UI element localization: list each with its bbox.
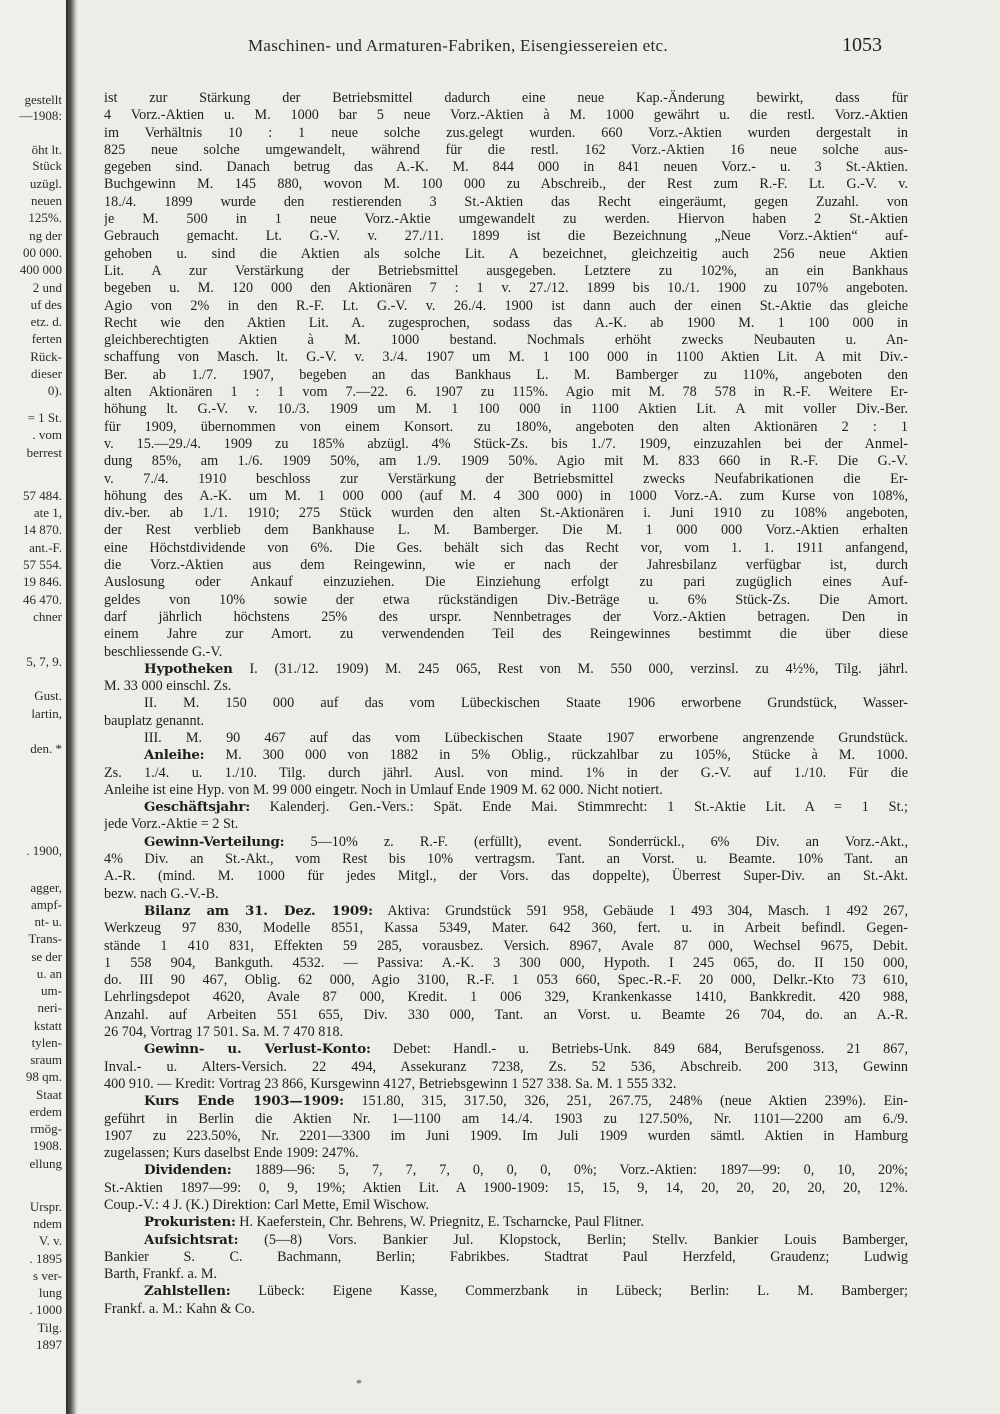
text-line [104,349,908,366]
section-line [104,1093,908,1110]
line-text: Anzahl. auf Arbeiten 551 655, Div. 330 000, Tant. an Vorst. u. Beamte 26 704, do. an A.-R. [104,1006,908,1023]
line-text: dung 85%, am 1./6. 1909 50%, am 1./9. 1909 50%. Agio mit M. 833 660 in R.-F. Die G.-V. [104,453,908,470]
section-heading: Prokuristen: [144,1214,236,1231]
text-line [104,1007,908,1024]
section-line [104,661,908,678]
margin-fragment: neri- [37,1000,62,1015]
section-line [104,799,908,816]
line-text: Gebrauch gemacht. Lt. G.-V. v. 27./11. 1899 ist die Bezeichnung „Neue Vorz.-Aktien“ auf- [104,228,908,245]
text-line [104,989,908,1006]
margin-fragment: ndem [33,1216,62,1231]
line-text: zugelassen; Kurs daselbst Ende 1909: 247%. [104,1145,359,1162]
line-text: (5—8) Vors. Bankier Jul. Klopstock, Berlin; Stellv. Bankier Louis Bamberger, [238,1231,908,1248]
margin-fragment: —1908: [19,108,62,123]
text-line [104,194,908,211]
text-line [104,246,908,263]
margin-fragment: ellung [29,1156,62,1171]
text-line [104,453,908,470]
line-text: H. Kaeferstein, Chr. Behrens, W. Priegnitz, E. Tscharncke, Paul Flitner. [235,1214,644,1231]
text-line [104,280,908,297]
text-line [104,609,908,626]
margin-fragment: ferten [31,331,62,346]
section-line [104,1162,908,1179]
text-line [104,713,908,730]
text-line [104,972,908,989]
line-text: geführt in Berlin die Aktien Nr. 1—1100 am 14./4. 1903 zu 127.50%, Nr. 1101—2200 am 6./9. [104,1110,908,1127]
line-text: 400 910. — Kredit: Vortrag 23 866, Kursgewinn 4127, Betriebsgewinn 1 527 338. Sa. M. 1 555 332. [104,1075,677,1092]
line-text: Ber. ab 1./7. 1907, begeben an das Bankhaus L. M. Bamberger zu 110%, angeboten den [104,366,908,383]
text-line [104,332,908,349]
section-line [104,1041,908,1058]
text-line [104,367,908,384]
text-line [104,695,908,712]
margin-fragment: 19 846. [23,574,62,589]
margin-fragment: 125%. [28,210,62,225]
line-text: eine Höchstdividende von 6%. Die Ges. behält sich das Recht vor, vom 1. 1. 1911 anfangend, [104,539,908,556]
section-line [104,1232,908,1249]
section-line [104,1283,908,1300]
line-text: geldes von 10% sowie der etwa rückständigen Div.-Beträge u. 6% Stück-Zs. Die Amort. [104,591,908,608]
line-text: je M. 500 in 1 neue Vorz.-Aktie umgewandelt zu werden. Hiervon haben 2 St.-Aktien [104,211,908,228]
margin-fragment: Gust. [34,688,62,703]
left-margin-previous-page [0,0,66,1414]
line-text: 26 704, Vortrag 17 501. Sa. M. 7 470 818. [104,1024,344,1041]
line-text: 825 neue solche umgewandelt, während für die restl. 162 Vorz.-Aktien 16 neue solche aus- [104,141,908,158]
line-text: darf jährlich höchstens 25% des urspr. Nennbetrages der Vorz.-Aktien betragen. Den in [104,608,908,625]
text-line [104,592,908,609]
margin-fragment: 46 470. [23,592,62,607]
line-text: v. 7./4. 1910 beschloss zur Verstärkung der Betriebsmittel zwecks Neufabrikationen die Er- [104,470,908,487]
margin-fragment: se der [31,949,62,964]
margin-fragment: den. * [30,741,62,756]
margin-fragment: lartin, [31,706,62,721]
line-text: 151.80, 315, 317.50, 326, 251, 267.75, 248% (neue Aktien 239%). Ein- [343,1093,908,1110]
text-line [104,644,908,661]
line-text: Debet: Handl.- u. Betriebs-Unk. 849 684, Berufsgenoss. 21 867, [370,1041,908,1058]
text-line [104,1024,908,1041]
margin-fragment: = 1 St. [27,410,62,425]
line-text: im Verhältnis 10 : 1 neue solche zus.gelegt wurden. 660 Vorz.-Aktien wurden dergestalt in [104,124,908,141]
text-line [104,851,908,868]
margin-fragment: 0). [47,383,62,398]
text-line [104,436,908,453]
margin-fragment: 98 qm. [25,1069,62,1084]
text-line [104,1266,908,1283]
section-heading: Gewinn-Verteilung: [144,833,285,850]
line-text: v. 15.—29./4. 1909 zu 185% abzügl. 4% Stück-Zs. bis 1./7. 1909, einzuzahlen bei der Anmel- [104,435,908,452]
line-text: 4% Div. an St.-Akt., vom Rest bis 10% vertragsm. Tant. an Vorst. u. Beamte. 10% Tant. an [104,851,908,868]
line-text: Inval.- u. Alters-Versich. 22 494, Assekuranz 7238, Zs. 52 536, Abschreib. 200 313, Gewinn [104,1058,908,1075]
line-text: Anleihe ist eine Hyp. von M. 99 000 eingetr. Noch in Umlauf Ende 1909 M. 62 000. Nicht notiert. [104,781,663,798]
text-line [104,1301,908,1318]
book-spine-shadow [66,0,78,1414]
margin-fragment: . 1900, [26,843,62,858]
text-line [104,678,908,695]
margin-fragment: ampf- [30,897,62,912]
text-line [104,142,908,159]
margin-fragment: V. v. [38,1233,62,1248]
section-line [104,903,908,920]
text-line [104,384,908,401]
margin-fragment: 57 554. [23,557,62,572]
margin-fragment: . 1895 [29,1251,62,1266]
line-text: Bankier S. C. Bachmann, Berlin; Fabrikbes. Stadtrat Paul Herzfeld, Graudenz; Ludwig [104,1248,908,1265]
line-text: Frankf. a. M.: Kahn & Co. [104,1300,255,1317]
margin-fragment: 2 und [32,280,62,295]
margin-fragment: 14 870. [23,522,62,537]
line-text: bezw. nach G.-V.-B. [104,885,219,902]
margin-fragment: tylen- [31,1035,62,1050]
line-text: 4 Vorz.-Aktien u. M. 1000 bar 5 neue Vorz.-Aktien à M. 1000 gewährt u. die restl. Vorz.-Aktien [104,107,908,124]
text-line [104,955,908,972]
line-text: höhung lt. G.-V. v. 10./3. 1909 um M. 1 100 000 in 1100 Aktien Lit. A mit voller Div.-Ber. [104,401,908,418]
line-text: die Vorz.-Aktien aus dem Reingewinn, wie er nach der Jahresbilanz verfügbar ist, durch [104,557,908,574]
section-heading: Zahlstellen: [144,1283,231,1300]
text-line [104,1180,908,1197]
section-heading: Gewinn- u. Verlust-Konto: [144,1041,371,1058]
line-text: I. (31./12. 1909) M. 245 065, Rest von M. 550 000, verzinsl. zu 4½%, Tilg. jährl. [232,660,908,677]
text-line [104,401,908,418]
line-text: höhung des A.-K. um M. 1 000 000 (auf M. 4 300 000) in 1000 Vorz.-A. zum Kurse von 108%, [104,487,908,504]
text-line [104,938,908,955]
margin-fragment: chner [33,609,62,624]
margin-fragment: Urspr. [29,1199,62,1214]
margin-fragment: öht lt. [31,142,62,157]
section-heading: Bilanz am 31. Dez. 1909: [144,902,373,919]
margin-fragment: rmög- [30,1121,62,1136]
margin-fragment: 1908. [32,1138,62,1153]
margin-fragment: u. an [36,966,62,981]
text-line [104,540,908,557]
text-line [104,765,908,782]
text-line [104,1145,908,1162]
margin-fragment: uzügl. [29,176,62,191]
text-line [104,574,908,591]
line-text: Barth, Frankf. a. M. [104,1266,218,1283]
line-text: Recht wie den Aktien Lit. A. zugesprochen, sodass das A.-K. ab 1900 M. 1 100 000 in [104,314,908,331]
line-text: II. M. 150 000 auf das vom Lübeckischen Staate 1906 erworbene Grundstück, Wasser- [144,695,908,712]
line-text: div.-ber. ab 1./1. 1910; 275 Stück wurden den alten St.-Aktionären i. Juni 1910 zu 108% angeboten, [104,505,908,522]
margin-fragment: lung [38,1285,62,1300]
text-line [104,298,908,315]
line-text: 5—10% z. R.-F. (erfüllt), event. Sonderrückl., 6% Div. an Vorz.-Akt., [284,833,908,850]
line-text: Lit. A zur Verstärkung der Betriebsmittel ausgegeben. Letztere zu 102%, an ein Bankhaus [104,262,908,279]
margin-fragment: berrest [26,445,62,460]
line-text: beschliessende G.-V. [104,643,223,660]
line-text: ist zur Stärkung der Betriebsmittel dadurch eine neue Kap.-Änderung bewirkt, dass für [104,90,908,106]
line-text: begeben u. M. 120 000 den Aktionären 7 : 1 v. 27./12. 1899 bis 10./1. 1900 zu 107% angeboten. [104,280,908,297]
page-number: 1053 [842,34,882,56]
line-text: Aktiva: Grundstück 591 958, Gebäude 1 493 304, Masch. 1 492 267, [372,902,908,919]
section-line [104,747,908,764]
margin-fragment: 5, 7, 9. [26,654,62,669]
margin-fragment: sraum [30,1052,62,1067]
margin-fragment: ate 1, [33,505,62,520]
text-line [104,816,908,833]
text-line [104,886,908,903]
section-heading: Dividenden: [144,1162,232,1179]
text-line [104,1249,908,1266]
line-text: Agio von 2% in den R.-F. Lt. G.-V. v. 26./4. 1900 ist dann auch der einen St.-Aktie das gleiche [104,297,908,314]
line-text: 1889—96: 5, 7, 7, 7, 0, 0, 0, 0%; Vorz.-Aktien: 1897—99: 0, 10, 20%; [231,1162,908,1179]
margin-fragment: 57 484. [23,488,62,503]
margin-fragment: etz. d. [30,314,62,329]
line-text: schaffung von Masch. lt. G.-V. v. 3./4. 1907 um M. 1 100 000 in 1100 Aktien Lit. A mit Div.- [104,349,908,366]
line-text: Coup.-V.: 4 J. (K.) Direktion: Carl Mette, Emil Wischow. [104,1197,430,1213]
section-line [104,834,908,851]
margin-fragment: dieser [30,366,62,381]
text-line [104,1076,908,1093]
text-line [104,522,908,539]
margin-fragment: ant.-F. [29,540,62,555]
line-text: Werkzeug 97 830, Modelle 8551, Kassa 5349, Mater. 642 360, fert. u. in Arbeit befindl. Gegen- [104,920,908,937]
section-heading: Kurs Ende 1903—1909: [144,1093,344,1110]
margin-fragment: Stück [32,158,62,173]
margin-fragment: . 1000 [29,1302,62,1317]
line-text: Lehrlingsdepot 4620, Avale 87 000, Kredit. 1 006 329, Krankenkasse 1410, Bankkredit. 420 988, [104,989,908,1006]
line-text: St.-Aktien 1897—99: 0, 9, 19%; Aktien Lit. A 1900-1909: 15, 15, 9, 14, 20, 20, 20, 20, 20, 12%. [104,1179,908,1196]
text-line [104,626,908,643]
line-text: gleichberechtigten Aktien à M. 1000 bestand. Nochmals erhöht zwecks Neubauten u. An- [104,332,908,349]
text-line [104,211,908,228]
section-heading: Hypotheken [144,660,233,677]
body-text [104,90,908,1390]
text-line [104,228,908,245]
margin-fragment: Staat [36,1087,62,1102]
section-line [104,1214,908,1231]
margin-fragment: neuen [30,193,62,208]
line-text: stände 1 410 831, Effekten 59 285, vorausbez. Versich. 8967, Avale 87 000, Wechsel 9675, Debit. [104,937,908,954]
text-line [104,315,908,332]
text-line [104,868,908,885]
margin-fragment: s ver- [33,1268,62,1283]
line-text: einem Jahre zur Amort. zu verwendenden Teil des Reingewinnes bestimmt die über diese [104,626,908,643]
margin-fragment: kstatt [33,1018,62,1033]
line-text: Zs. 1./4. u. 1./10. Tilg. durch jährl. Ausl. von mind. 1% in der G.-V. auf 1./10. Für die [104,764,908,781]
line-text: Buchgewinn M. 145 880, wovon M. 100 000 zu Abschreib., der Rest zum R.-F. Lt. G.-V. v. [104,176,908,193]
margin-fragment: ng der [29,228,62,243]
text-line [104,263,908,280]
text-line [104,505,908,522]
margin-fragment: 400 000 [19,262,62,277]
line-text: der Rest verblieb dem Bankhause L. M. Bamberger. Die M. 1 000 000 Vorz.-Aktien erhalten [104,522,908,539]
line-text: M. 33 000 einschl. Zs. [104,678,232,695]
margin-fragment: Trans- [28,931,62,946]
text-line [104,90,908,107]
line-text: Auslosung oder Ankauf einzuziehen. Die Einziehung erfolgt zu pari zugüglich eines Auf- [104,574,908,591]
margin-fragment: 1897 [36,1337,62,1352]
line-text: Kalenderj. Gen.-Vers.: Spät. Ende Mai. Stimmrecht: 1 St.-Aktie Lit. A = 1 St.; [250,799,908,816]
section-heading: Aufsichtsrat: [144,1231,239,1248]
line-text: M. 300 000 von 1882 in 5% Oblig., rückzahlbar zu 105%, Stücke à M. 1000. [204,747,908,764]
text-line [104,471,908,488]
text-line [104,1128,908,1145]
text-line [104,920,908,937]
margin-fragment: nt- u. [34,914,62,929]
line-text: gegeben sind. Danach betrug das A.-K. M. 844 000 in 841 neuen Vorz.- u. 3 St.-Aktien. [104,159,908,176]
margin-fragment: gestellt [24,92,62,107]
margin-fragment: Rück- [30,349,62,364]
margin-fragment: agger, [30,880,62,895]
text-line [104,176,908,193]
margin-fragment: uf des [30,297,62,312]
line-text: 1907 zu 223.50%, Nr. 2201—3300 im Juni 1909. Im Juli 1909 wurden sämtl. Aktien in Hamburg [104,1127,908,1144]
line-text: 18./4. 1899 wurde den restierenden 3 St.-Aktien das Recht eingeräumt, gegen Zuzahl. von [104,193,908,210]
line-text: 1 558 904, Bankguth. 4532. — Passiva: A.-K. 3 300 000, Hypoth. I 245 065, do. II 150 000, [104,954,908,971]
text-line [104,107,908,124]
text-line [104,730,908,747]
text-line [104,1059,908,1076]
line-text: A.-R. (mind. M. 1000 für jedes Mitgl., der Vors. das doppelte), Überrest Super-Div. an St.-Akt. [104,868,908,885]
line-text: bauplatz genannt. [104,712,205,729]
text-line [104,125,908,142]
text-line [104,782,908,799]
margin-fragment: Tilg. [37,1320,62,1335]
footnote-mark: * [356,1376,362,1390]
section-heading: Geschäftsjahr: [144,799,250,816]
text-line [104,488,908,505]
margin-fragment: erdem [29,1104,62,1119]
line-text: III. M. 90 467 auf das vom Lübeckischen Staate 1907 erworbene angrenzende Grundstück. [144,729,908,746]
text-line [104,159,908,176]
line-text: alten Aktionären 1 : 1 vom 7.—22. 6. 1907 zu 115%. Agio mit M. 78 578 in R.-F. Weitere Er- [104,384,908,401]
text-line [104,419,908,436]
line-text: do. III 90 467, Oblig. 62 000, Agio 3100, R.-F. 1 053 660, Spec.-R.-F. 20 000, Delkr.-Kto 73 610, [104,972,908,989]
line-text: gehoben u. sind die Aktien als solche Lit. A bezeichnet, gleichzeitig auch 256 neue Aktien [104,245,908,262]
text-line [104,1111,908,1128]
text-line [104,1197,908,1214]
text-line [104,557,908,574]
line-text: für 1909, übernommen von einem Konsort. zu 180%, angeboten den alten Aktionären 2 : 1 [104,418,908,435]
section-heading: Anleihe: [144,747,205,764]
line-text: jede Vorz.-Aktie = 2 St. [104,816,239,833]
running-header: Maschinen- und Armaturen-Fabriken, Eisengiessereien etc. [248,36,668,55]
margin-fragment: . vom [32,427,62,442]
margin-fragment: 00 000. [23,245,62,260]
margin-fragment: um- [41,983,62,998]
line-text: Lübeck: Eigene Kasse, Commerzbank in Lübeck; Berlin: L. M. Bamberger; [230,1283,908,1300]
